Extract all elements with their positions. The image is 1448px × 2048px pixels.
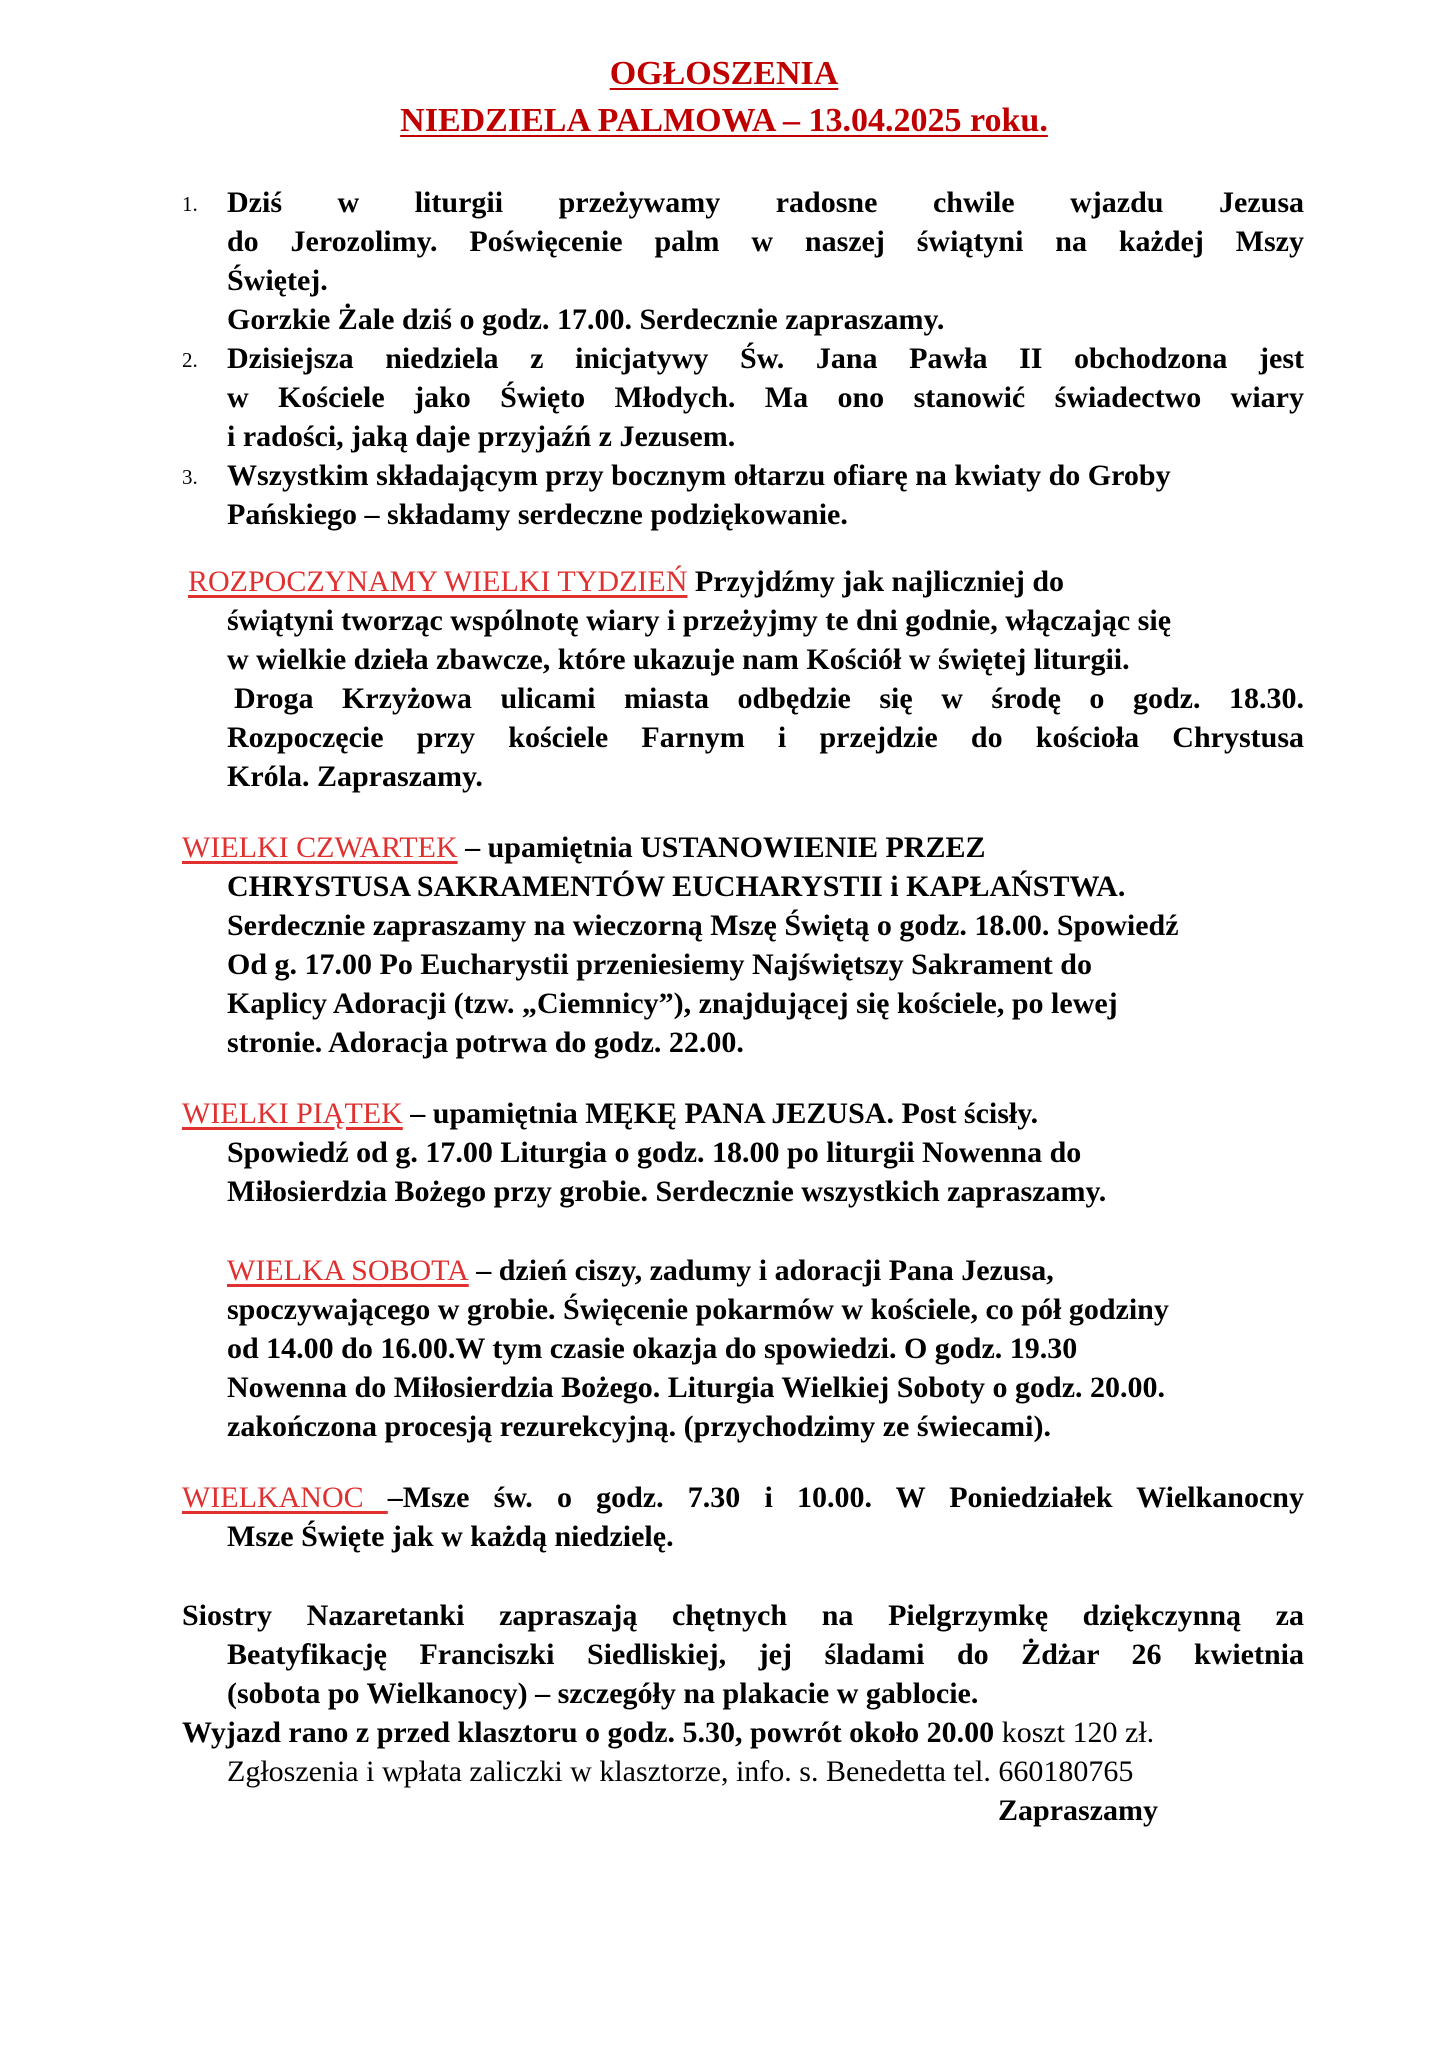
closing-text: Zapraszamy <box>998 1794 1158 1827</box>
pilgrimage-section <box>182 1596 1304 1830</box>
announcement-line: i radości, jaką daje przyjaźń z Jezusem. <box>227 420 736 453</box>
maundy-thursday-heading: WIELKI CZWARTEK <box>182 831 458 864</box>
announcement-number: 3. <box>182 465 198 489</box>
maundy-thursday-section <box>182 828 1304 1062</box>
easter-line: –Msze św. o godz. 7.30 i 10.00. W Poniedziałek Wielkanocny <box>387 1481 1304 1514</box>
pilgrimage-departure-bold: Wyjazd rano z przed klasztoru o godz. 5.30, powrót około 20.00 <box>182 1716 995 1749</box>
maundy-thursday-intro <box>182 828 1304 867</box>
announcement-line: do Jerozolimy. Poświęcenie palm w naszej świątyni na każdej Mszy <box>227 225 1304 258</box>
holy-week-line: świątyni tworząc wspólnotę wiary i przeżyjmy te dni godnie, włączając się <box>227 604 1172 637</box>
holy-week-line: w wielkie dzieła zbawcze, które ukazuje nam Kościół w świętej liturgii. <box>227 643 1130 676</box>
good-friday-heading: WIELKI PIĄTEK <box>182 1097 403 1130</box>
maundy-thursday-line: CHRYSTUSA SAKRAMENTÓW EUCHARYSTII i KAPŁAŃSTWA. <box>227 870 1126 903</box>
announcement-line: Dziś w liturgii przeżywamy radosne chwile wjazdu Jezusa <box>227 186 1304 219</box>
easter-line: Msze Święte jak w każdą niedzielę. <box>227 1520 674 1553</box>
holy-saturday-line: zakończona procesją rezurekcyjną. (przychodzimy ze świecami). <box>227 1410 1051 1443</box>
announcement-3 <box>182 456 1304 534</box>
holy-saturday-line: spoczywającego w grobie. Święcenie pokarmów w kościele, co pół godziny <box>227 1293 1169 1326</box>
announcement-number: 1. <box>182 192 198 216</box>
pilgrimage-line: (sobota po Wielkanocy) – szczegóły na plakacie w gablocie. <box>227 1677 979 1710</box>
holy-saturday-line: od 14.00 do 16.00.W tym czasie okazja do spowiedzi. O godz. 19.30 <box>227 1332 1078 1365</box>
pilgrimage-line: Beatyfikację Franciszki Siedliskiej, jej śladami do Żdżar 26 kwietnia <box>227 1638 1304 1671</box>
maundy-thursday-line: stronie. Adoracja potrwa do godz. 22.00. <box>227 1026 744 1059</box>
announcement-content <box>182 183 1304 1830</box>
good-friday-line: Spowiedź od g. 17.00 Liturgia o godz. 18.00 po liturgii Nowenna do <box>227 1136 1082 1169</box>
announcement-line: Pańskiego – składamy serdeczne podziękowanie. <box>227 498 848 531</box>
holy-saturday-line: Nowenna do Miłosierdzia Bożego. Liturgia Wielkiej Soboty o godz. 20.00. <box>227 1371 1166 1404</box>
holy-saturday-intro <box>227 1251 1304 1290</box>
holy-week-line: Króla. Zapraszamy. <box>227 760 483 793</box>
announcement-line: Świętej. <box>227 264 328 297</box>
maundy-thursday-line: Kaplicy Adoracji (tzw. „Ciemnicy”), znajdującej się kościele, po lewej <box>227 987 1118 1020</box>
good-friday-line: Miłosierdzia Bożego przy grobie. Serdecznie wszystkich zapraszamy. <box>227 1175 1107 1208</box>
announcement-line: Gorzkie Żale dziś o godz. 17.00. Serdecznie zapraszamy. <box>227 303 945 336</box>
announcement-1 <box>182 183 1304 339</box>
pilgrimage-line: Siostry Nazaretanki zapraszają chętnych na Pielgrzymkę dziękczynną za <box>182 1599 1304 1632</box>
holy-saturday-heading: WIELKA SOBOTA <box>227 1254 469 1287</box>
holy-week-section <box>182 562 1304 796</box>
easter-intro <box>182 1478 1304 1517</box>
good-friday-intro <box>182 1094 1304 1133</box>
maundy-thursday-line: – upamiętnia USTANOWIENIE PRZEZ <box>457 831 986 864</box>
holy-week-intro <box>182 562 1304 601</box>
announcement-number: 2. <box>182 348 198 372</box>
holy-week-line: Przyjdźmy jak najliczniej do <box>687 565 1065 598</box>
holy-saturday-section <box>182 1251 1304 1446</box>
announcement-2 <box>182 339 1304 456</box>
page-subtitle: NIEDZIELA PALMOWA – 13.04.2025 roku. <box>400 102 1048 139</box>
good-friday-line: – upamiętnia MĘKĘ PANA JEZUSA. Post ścisły. <box>402 1097 1039 1130</box>
holy-week-heading: ROZPOCZYNAMY WIELKI TYDZIEŃ <box>188 565 688 598</box>
announcement-line: w Kościele jako Święto Młodych. Ma ono stanowić świadectwo wiary <box>227 381 1304 414</box>
holy-week-line: Rozpoczęcie przy kościele Farnym i przejdzie do kościoła Chrystusa <box>227 721 1304 754</box>
holy-week-line: Droga Krzyżowa ulicami miasta odbędzie się w środę o godz. 18.30. <box>234 682 1304 715</box>
maundy-thursday-line: Serdecznie zapraszamy na wieczorną Mszę Świętą o godz. 18.00. Spowiedź <box>227 909 1179 942</box>
pilgrimage-departure <box>182 1713 1304 1752</box>
easter-section <box>182 1478 1304 1556</box>
announcement-line: Wszystkim składającym przy bocznym ołtarzu ofiarę na kwiaty do Groby <box>227 459 1171 492</box>
holy-saturday-line: – dzień ciszy, zadumy i adoracji Pana Jezusa, <box>468 1254 1054 1287</box>
pilgrimage-cost: koszt 120 zł. <box>994 1716 1155 1749</box>
page-title: OGŁOSZENIA <box>609 55 839 92</box>
maundy-thursday-line: Od g. 17.00 Po Eucharystii przeniesiemy Najświętszy Sakrament do <box>227 948 1092 981</box>
pilgrimage-contact: Zgłoszenia i wpłata zaliczki w klasztorze, info. s. Benedetta tel. 660180765 <box>227 1755 1134 1788</box>
announcement-line: Dzisiejsza niedziela z inicjatywy Św. Jana Pawła II obchodzona jest <box>227 342 1304 375</box>
easter-heading: WIELKANOC <box>182 1481 388 1514</box>
good-friday-section <box>182 1094 1304 1211</box>
